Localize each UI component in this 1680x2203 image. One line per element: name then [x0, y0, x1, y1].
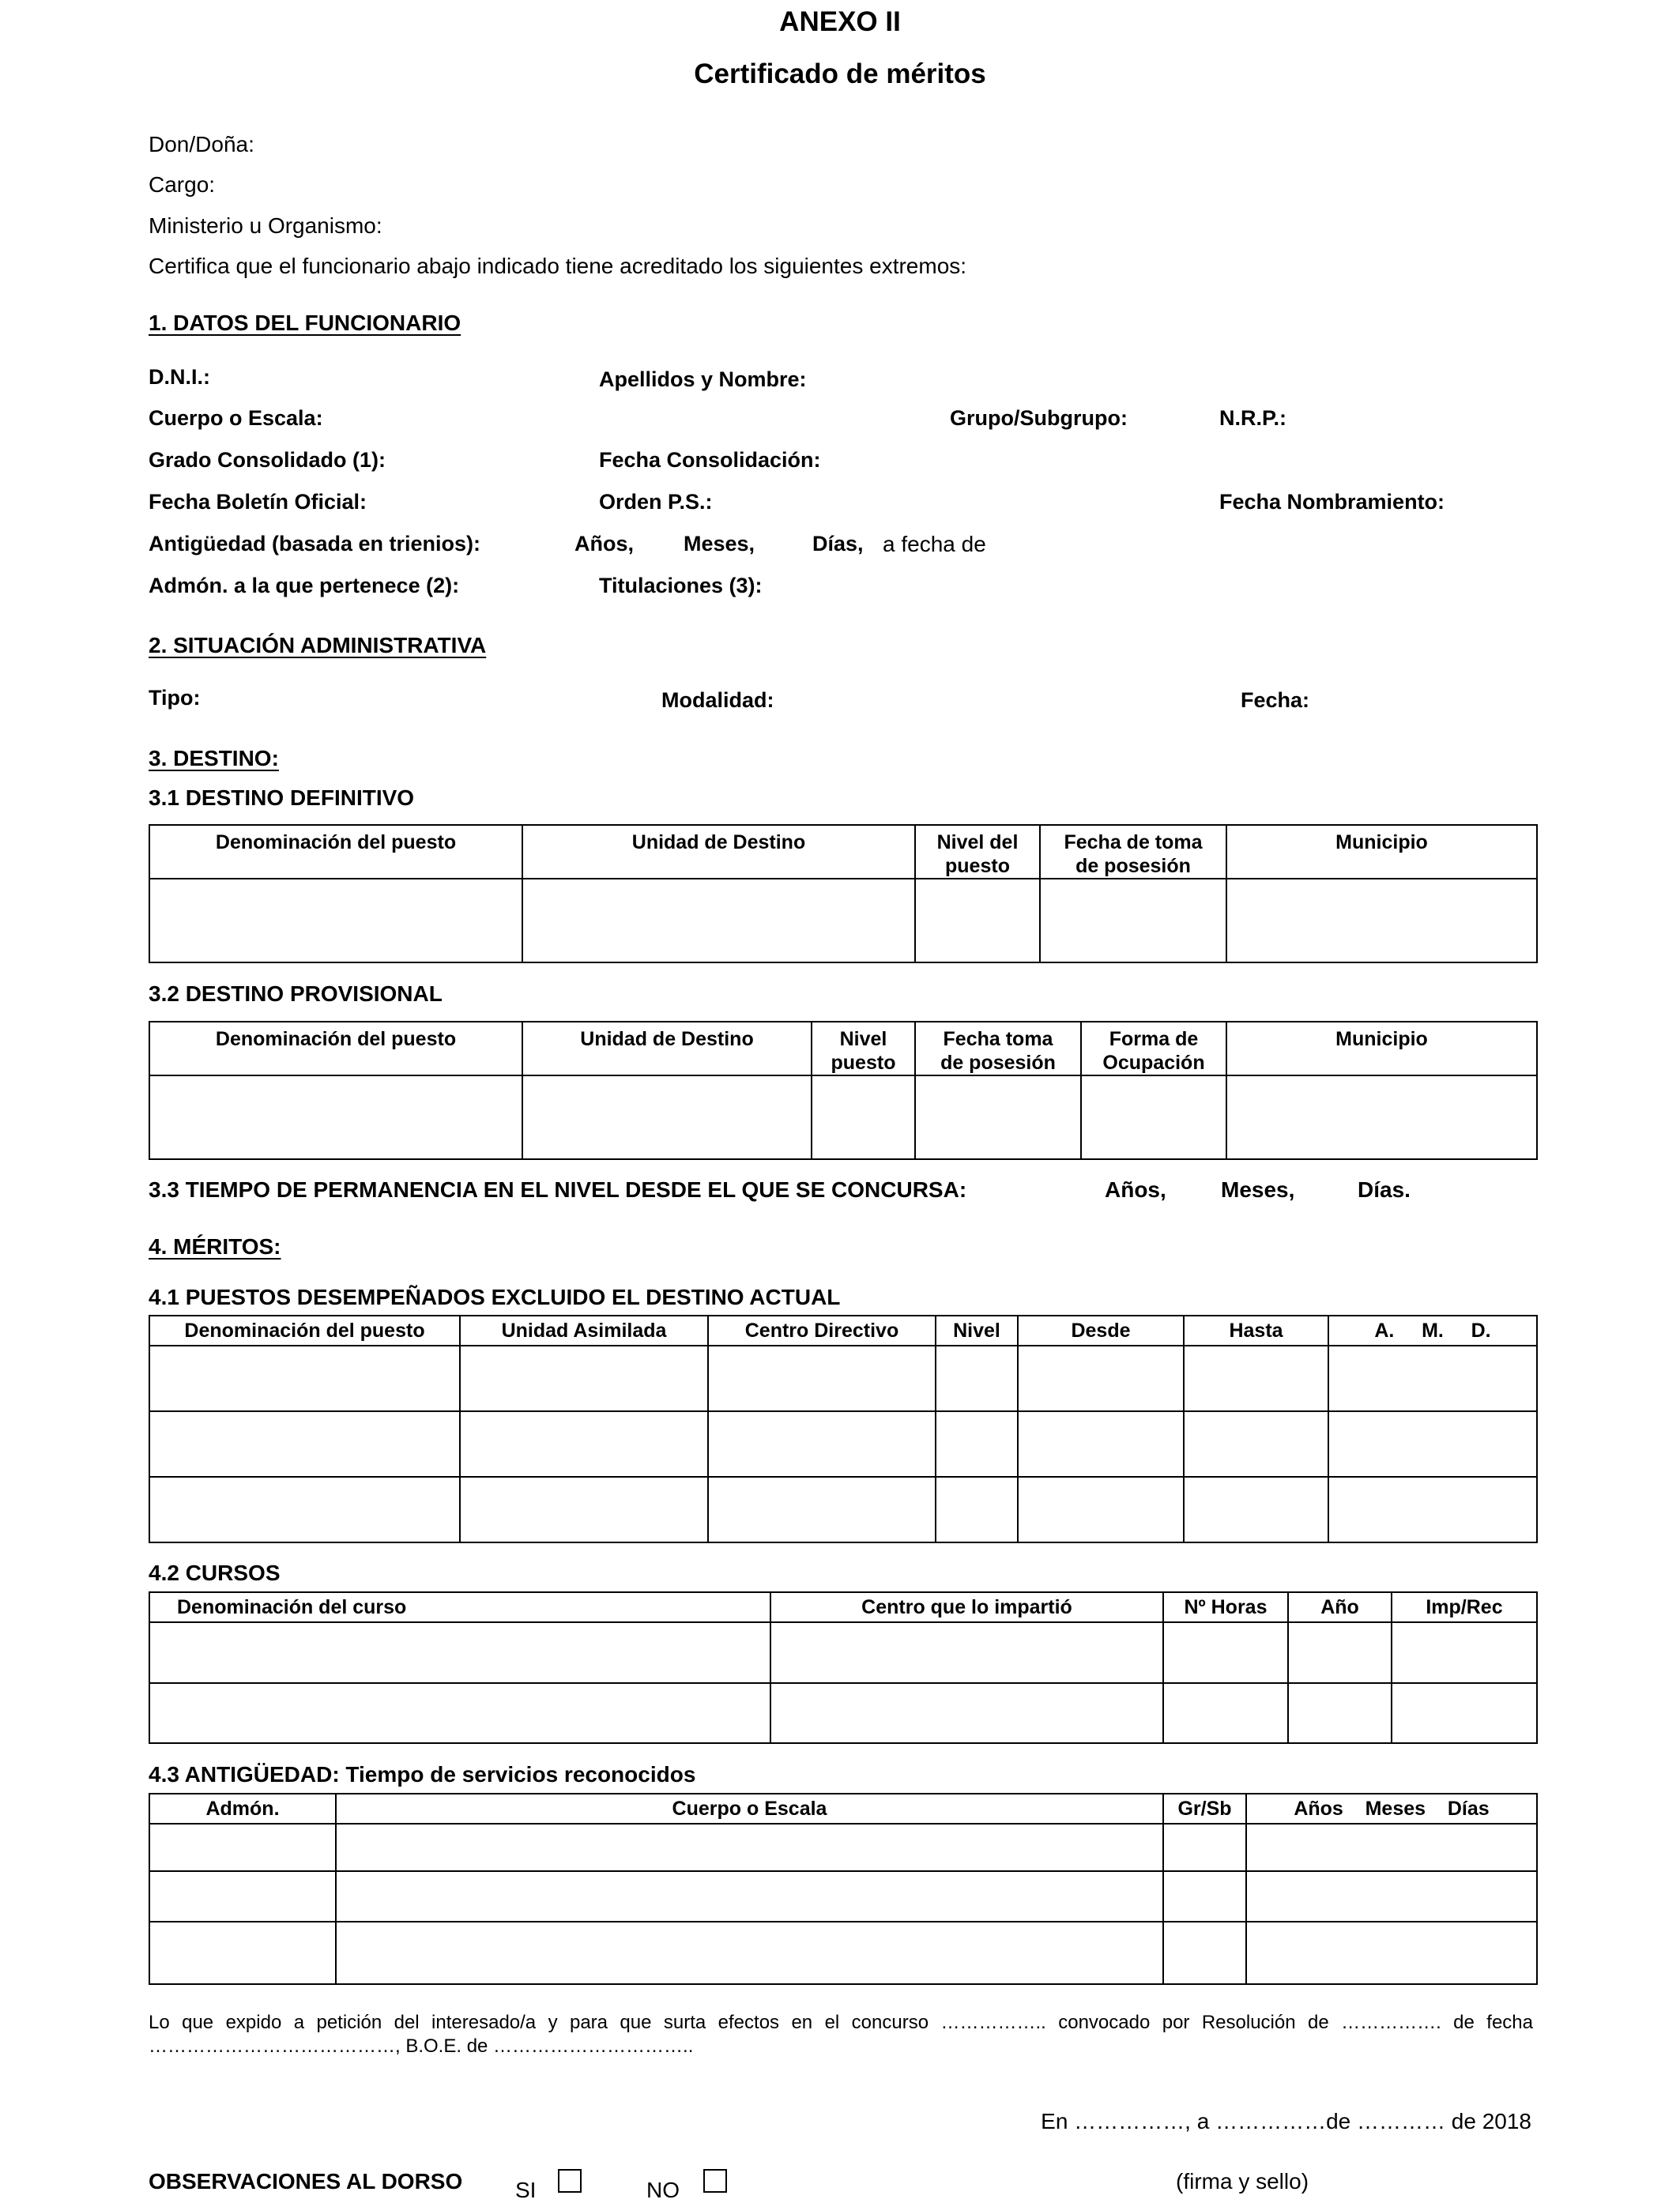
no-checkbox[interactable]	[703, 2169, 727, 2193]
destino-provisional-heading: 3.2 DESTINO PROVISIONAL	[149, 981, 443, 1006]
table-cell[interactable]	[770, 1683, 1163, 1744]
table-cell[interactable]	[522, 1075, 812, 1159]
ministerio-label: Ministerio u Organismo:	[149, 213, 382, 238]
antiguedad-servicios-heading: 4.3 ANTIGÜEDAD: Tiempo de servicios reconocidos	[149, 1762, 696, 1787]
table-cell[interactable]	[1288, 1683, 1392, 1744]
table-row	[149, 1683, 1537, 1744]
table-cell[interactable]	[149, 1683, 770, 1744]
section-1-heading: 1. DATOS DEL FUNCIONARIO	[149, 311, 461, 335]
destino-provisional-table	[149, 1021, 1538, 1160]
col-municipio: Municipio	[1226, 1022, 1537, 1075]
col-ano: Año	[1288, 1592, 1392, 1622]
col-admon: Admón.	[149, 1794, 336, 1824]
col-fecha-toma: Fecha toma de posesión	[915, 1022, 1081, 1075]
col-unidad-destino: Unidad de Destino	[522, 825, 915, 879]
col-unidad-destino: Unidad de Destino	[522, 1022, 812, 1075]
table-row	[149, 1477, 1537, 1542]
cuerpo-label: Cuerpo o Escala:	[149, 406, 323, 430]
table-cell[interactable]	[1246, 1922, 1537, 1984]
dni-label: D.N.I.:	[149, 365, 210, 389]
table-cell[interactable]	[1018, 1411, 1184, 1477]
antiguedad-servicios-table	[149, 1793, 1538, 1985]
annex-title: ANEXO II	[779, 6, 901, 37]
col-denominacion: Denominación del puesto	[149, 1022, 522, 1075]
table-cell[interactable]	[1392, 1622, 1537, 1683]
table-cell[interactable]	[149, 1477, 460, 1542]
titulaciones-label: Titulaciones (3):	[599, 574, 763, 597]
don-label: Don/Doña:	[149, 132, 254, 156]
table-cell[interactable]	[936, 1346, 1018, 1411]
col-imp-rec: Imp/Rec	[1392, 1592, 1537, 1622]
table-cell[interactable]	[708, 1411, 936, 1477]
table-cell[interactable]	[149, 1871, 336, 1922]
tiempo-dias-label: Días.	[1358, 1177, 1411, 1202]
col-horas: Nº Horas	[1163, 1592, 1288, 1622]
observaciones-label: OBSERVACIONES AL DORSO	[149, 2169, 463, 2194]
table-cell[interactable]	[1328, 1411, 1537, 1477]
table-cell[interactable]	[1184, 1477, 1328, 1542]
destino-definitivo-heading: 3.1 DESTINO DEFINITIVO	[149, 785, 415, 810]
grado-label: Grado Consolidado (1):	[149, 448, 386, 472]
si-option[interactable]	[515, 2169, 582, 2203]
table-cell[interactable]	[915, 879, 1040, 962]
antiguedad-label: Antigüedad (basada en trienios):	[149, 532, 481, 555]
table-cell[interactable]	[1040, 879, 1226, 962]
col-municipio: Municipio	[1226, 825, 1537, 879]
table-cell[interactable]	[149, 1346, 460, 1411]
table-row	[149, 1075, 1537, 1159]
certifica-text: Certifica que el funcionario abajo indicado tiene acreditado los siguientes extremos:	[149, 254, 967, 278]
cargo-label: Cargo:	[149, 172, 216, 197]
table-cell[interactable]	[708, 1477, 936, 1542]
table-cell[interactable]	[1184, 1411, 1328, 1477]
table-cell[interactable]	[915, 1075, 1081, 1159]
puestos-desempenados-heading: 4.1 PUESTOS DESEMPEÑADOS EXCLUIDO EL DESTINO ACTUAL	[149, 1285, 841, 1309]
table-cell[interactable]	[460, 1346, 708, 1411]
admon-label: Admón. a la que pertenece (2):	[149, 574, 460, 597]
col-cuerpo-escala: Cuerpo o Escala	[336, 1794, 1163, 1824]
fecha-situacion-label: Fecha:	[1241, 688, 1310, 712]
table-cell[interactable]	[1288, 1622, 1392, 1683]
col-desde: Desde	[1018, 1316, 1184, 1346]
table-cell[interactable]	[336, 1922, 1163, 1984]
lugar-fecha-line: En ……………, a ……………de ………… de 2018	[1041, 2109, 1531, 2133]
table-cell[interactable]	[1163, 1922, 1246, 1984]
table-row	[149, 1411, 1537, 1477]
col-hasta: Hasta	[1184, 1316, 1328, 1346]
col-fecha-toma: Fecha de toma de posesión	[1040, 825, 1226, 879]
table-cell[interactable]	[708, 1346, 936, 1411]
a-fecha-de-label: a fecha de	[883, 532, 986, 556]
col-gr-sb: Gr/Sb	[1163, 1794, 1246, 1824]
col-amd: A. M. D.	[1328, 1316, 1537, 1346]
table-row	[149, 1922, 1537, 1984]
col-denominacion: Denominación del puesto	[149, 1316, 460, 1346]
table-cell[interactable]	[149, 1622, 770, 1683]
cursos-table	[149, 1591, 1538, 1744]
table-row	[149, 1871, 1537, 1922]
antiguedad-anos-label: Años,	[574, 532, 635, 555]
table-cell[interactable]	[936, 1411, 1018, 1477]
table-row	[149, 879, 1537, 962]
section-3-heading: 3. DESTINO:	[149, 746, 279, 770]
col-unidad-asimilada: Unidad Asimilada	[460, 1316, 708, 1346]
antiguedad-dias-label: Días,	[812, 532, 864, 555]
table-cell[interactable]	[812, 1075, 915, 1159]
table-cell[interactable]	[1226, 879, 1537, 962]
table-cell[interactable]	[1246, 1871, 1537, 1922]
table-cell[interactable]	[1163, 1683, 1288, 1744]
fecha-consolidacion-label: Fecha Consolidación:	[599, 448, 821, 472]
table-row	[149, 1346, 1537, 1411]
tipo-label: Tipo:	[149, 686, 201, 710]
table-row	[149, 1824, 1537, 1871]
table-cell[interactable]	[1328, 1477, 1537, 1542]
grupo-label: Grupo/Subgrupo:	[950, 406, 1128, 430]
no-option[interactable]	[646, 2169, 727, 2203]
col-denominacion: Denominación del puesto	[149, 825, 522, 879]
table-cell[interactable]	[149, 1922, 336, 1984]
fecha-nombramiento-label: Fecha Nombramiento:	[1219, 490, 1445, 514]
table-cell[interactable]	[1184, 1346, 1328, 1411]
table-cell[interactable]	[1018, 1477, 1184, 1542]
nrp-label: N.R.P.:	[1219, 406, 1287, 430]
table-cell[interactable]	[1163, 1871, 1246, 1922]
tiempo-meses-label: Meses,	[1221, 1177, 1295, 1202]
table-cell[interactable]	[1226, 1075, 1537, 1159]
si-label: SI	[515, 2178, 537, 2202]
table-cell[interactable]	[522, 879, 915, 962]
table-cell[interactable]	[1246, 1824, 1537, 1871]
col-centro-impartio: Centro que lo impartió	[770, 1592, 1163, 1622]
col-anos-meses-dias: Años Meses Días	[1246, 1794, 1537, 1824]
table-cell[interactable]	[1018, 1346, 1184, 1411]
table-cell[interactable]	[1392, 1683, 1537, 1744]
table-cell[interactable]	[1163, 1622, 1288, 1683]
firma-sello-label: (firma y sello)	[1176, 2169, 1309, 2194]
table-cell[interactable]	[460, 1477, 708, 1542]
page-title: Certificado de méritos	[694, 58, 986, 89]
col-forma-ocupacion: Forma de Ocupación	[1081, 1022, 1226, 1075]
table-cell[interactable]	[149, 879, 522, 962]
section-4-heading: 4. MÉRITOS:	[149, 1234, 281, 1259]
col-nivel: Nivel	[936, 1316, 1018, 1346]
table-cell[interactable]	[336, 1824, 1163, 1871]
table-cell[interactable]	[1163, 1824, 1246, 1871]
section-2-heading: 2. SITUACIÓN ADMINISTRATIVA	[149, 633, 487, 657]
col-denominacion-curso: Denominación del curso	[149, 1592, 770, 1622]
table-cell[interactable]	[149, 1824, 336, 1871]
table-cell[interactable]	[1328, 1346, 1537, 1411]
expido-paragraph: Lo que expido a petición del interesado/a y para que surta efectos en el concurso …………….. convocado por Resolución de ……………. de fecha …………………………………, B.O.E. de …………………………..	[149, 2012, 1533, 2057]
table-cell[interactable]	[149, 1411, 460, 1477]
puestos-desempenados-table	[149, 1315, 1538, 1543]
table-row	[149, 1622, 1537, 1683]
col-centro-directivo: Centro Directivo	[708, 1316, 936, 1346]
no-label: NO	[646, 2178, 680, 2202]
table-cell[interactable]	[770, 1622, 1163, 1683]
cursos-heading: 4.2 CURSOS	[149, 1561, 281, 1585]
table-cell[interactable]	[149, 1075, 522, 1159]
fecha-boletin-label: Fecha Boletín Oficial:	[149, 490, 367, 514]
destino-definitivo-table	[149, 824, 1538, 963]
table-cell[interactable]	[1081, 1075, 1226, 1159]
table-cell[interactable]	[460, 1411, 708, 1477]
col-nivel: Nivel puesto	[812, 1022, 915, 1075]
antiguedad-meses-label: Meses,	[684, 532, 755, 555]
tiempo-permanencia-label: 3.3 TIEMPO DE PERMANENCIA EN EL NIVEL DESDE EL QUE SE CONCURSA:	[149, 1177, 967, 1202]
table-cell[interactable]	[936, 1477, 1018, 1542]
table-cell[interactable]	[336, 1871, 1163, 1922]
si-checkbox[interactable]	[558, 2169, 582, 2193]
orden-ps-label: Orden P.S.:	[599, 490, 713, 514]
tiempo-anos-label: Años,	[1105, 1177, 1166, 1202]
apellidos-label: Apellidos y Nombre:	[599, 367, 807, 391]
col-nivel: Nivel del puesto	[915, 825, 1040, 879]
modalidad-label: Modalidad:	[661, 688, 774, 712]
